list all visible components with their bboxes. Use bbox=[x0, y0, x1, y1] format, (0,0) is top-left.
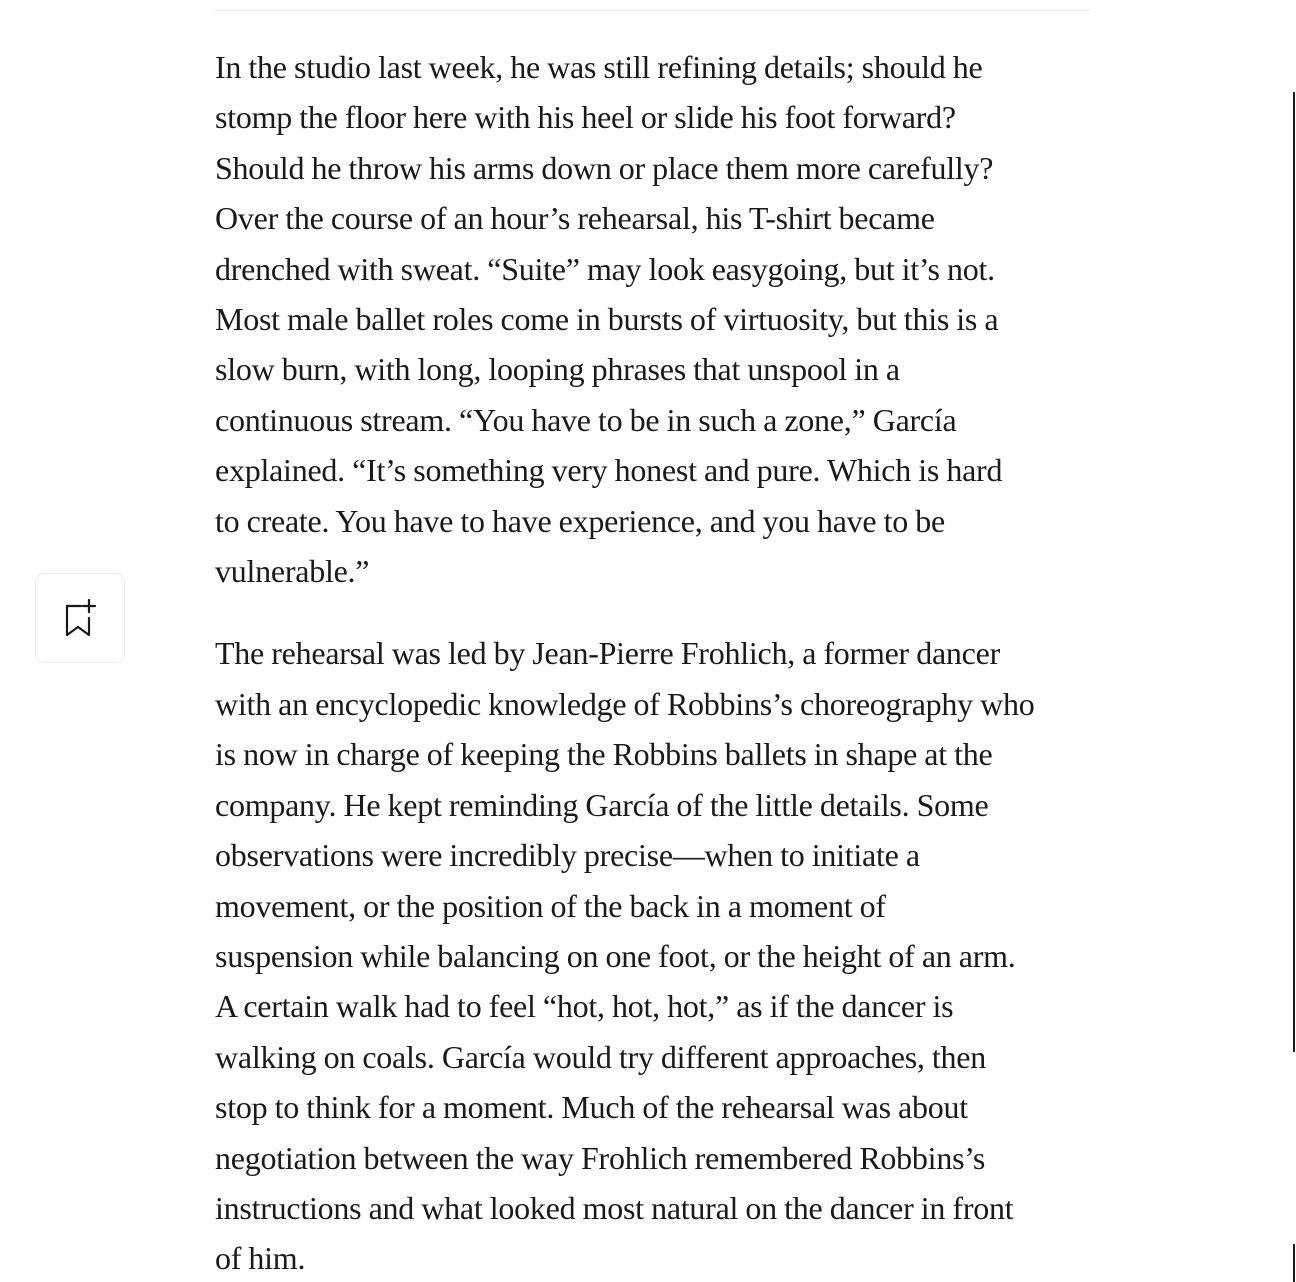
paragraph-line: company. He kept reminding García of the little details. Some bbox=[215, 786, 989, 823]
paragraph-line: Over the course of an hour’s rehearsal, his T-shirt became bbox=[215, 200, 935, 237]
paragraph-line: In the studio last week, he was still refining details; should he bbox=[215, 49, 983, 85]
paragraph-line: of him. bbox=[215, 1240, 306, 1277]
paragraph-line: observations were incredibly precise—when to initiate a bbox=[215, 837, 920, 874]
paragraph-line: drenched with sweat. “Suite” may look easygoing, but it’s not. bbox=[215, 250, 995, 287]
paragraph-line: is now in charge of keeping the Robbins ballets in shape at the bbox=[215, 736, 993, 773]
paragraph-line: negotiation between the way Frohlich remembered Robbins’s bbox=[215, 1139, 986, 1176]
paragraph-line: continuous stream. “You have to be in such a zone,” García bbox=[215, 401, 957, 438]
scrollbar-track[interactable] bbox=[1293, 1244, 1295, 1282]
save-article-button[interactable] bbox=[35, 573, 125, 663]
article-paragraph bbox=[215, 42, 1095, 596]
paragraph-line: vulnerable.” bbox=[215, 553, 370, 590]
article-paragraph bbox=[215, 628, 1095, 1282]
paragraph-line: Should he throw his arms down or place them more carefully? bbox=[215, 149, 994, 186]
article-body bbox=[215, 42, 1095, 1282]
paragraph-line: A certain walk had to feel “hot, hot, hot,” as if the dancer is bbox=[215, 988, 954, 1025]
paragraph-line: walking on coals. García would try different approaches, then bbox=[215, 1038, 986, 1075]
paragraph-line: to create. You have to have experience, and you have to be bbox=[215, 502, 945, 539]
paragraph-line: stop to think for a moment. Much of the rehearsal was about bbox=[215, 1089, 968, 1126]
paragraph-line: Most male ballet roles come in bursts of virtuosity, but this is a bbox=[215, 301, 999, 338]
paragraph-line: slow burn, with long, looping phrases that unspool in a bbox=[215, 351, 900, 388]
bookmark-add-icon bbox=[63, 598, 97, 638]
paragraph-line: suspension while balancing on one foot, or the height of an arm. bbox=[215, 937, 1016, 974]
paragraph-line: movement, or the position of the back in a moment of bbox=[215, 887, 886, 924]
paragraph-line: The rehearsal was led by Jean-Pierre Frohlich, a former dancer bbox=[215, 635, 1000, 672]
paragraph-line: stomp the floor here with his heel or slide his foot forward? bbox=[215, 99, 956, 136]
paragraph-line: explained. “It’s something very honest and pure. Which is hard bbox=[215, 452, 1003, 489]
scrollbar-track[interactable] bbox=[1293, 92, 1295, 1052]
paragraph-line: instructions and what looked most natural on the dancer in front bbox=[215, 1189, 1014, 1226]
paragraph-line: with an encyclopedic knowledge of Robbins’s choreography who bbox=[215, 685, 1035, 722]
top-divider bbox=[215, 10, 1090, 11]
